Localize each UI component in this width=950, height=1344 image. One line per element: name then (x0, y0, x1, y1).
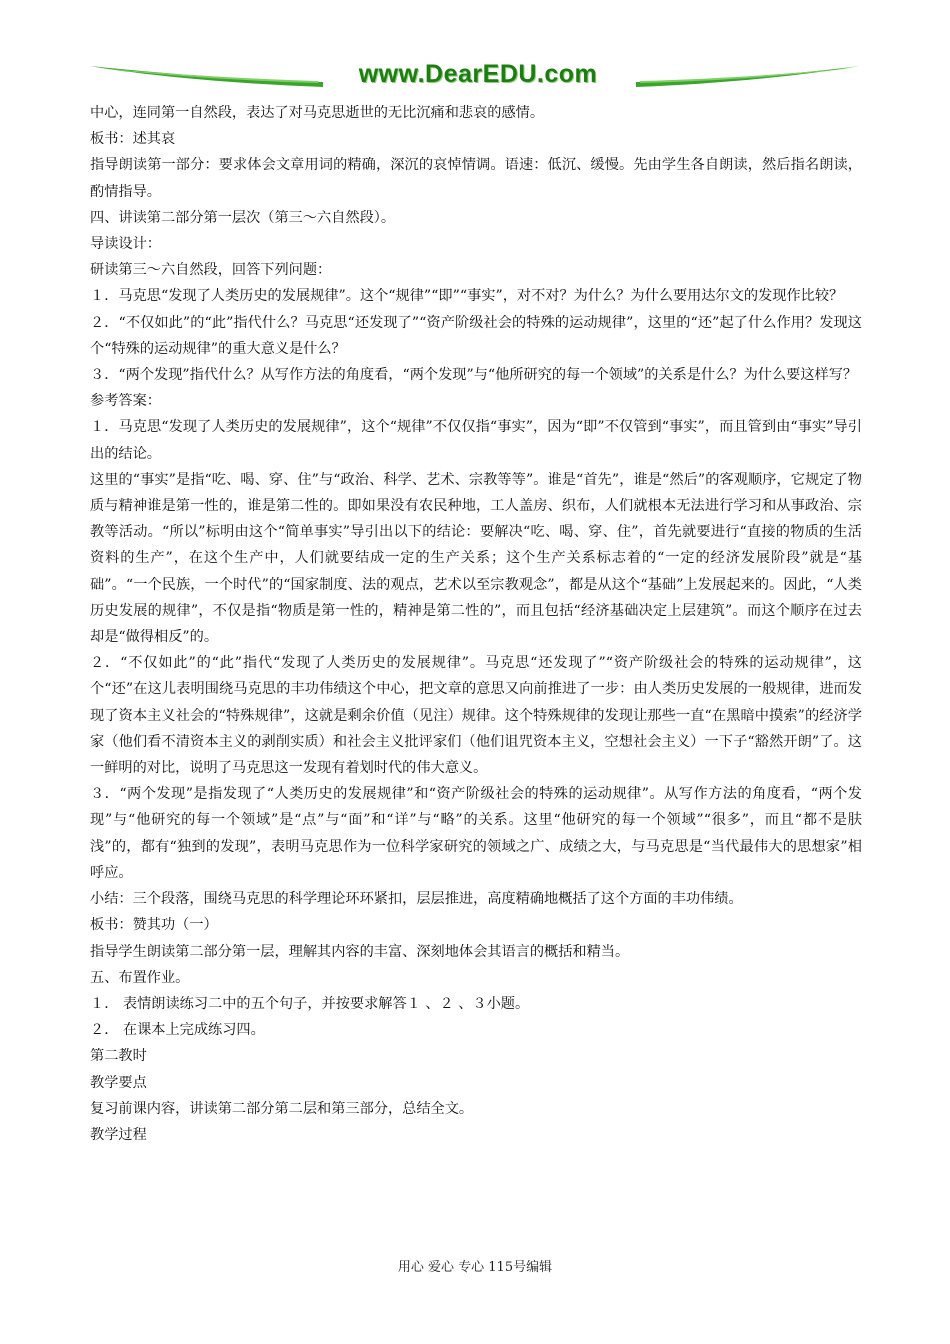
text-line: 教学要点 (90, 1074, 147, 1091)
text-line: 导读设计： (90, 236, 161, 253)
section-heading: 四、讲读第二部分第一层次（第三～六自然段）。 (90, 209, 396, 226)
text-line: 研读第三～六自然段，回答下列问题： (90, 262, 332, 279)
text-line: 板书：述其哀 (90, 131, 176, 148)
site-logo[interactable]: www.DearEDU.com (358, 60, 598, 88)
answer-item: ３．“两个发现”是指发现了“人类历史的发展规律”和“资产阶级社会的特殊的运动规律”。从写作方法的角度看，“两个发现”与“他研究的每一个领域”是“点”与“面”和“详”与“略”的关系。这里“他研究的每一个领域”“很多”，而且“都不是肤浅”的，都有“独到的发现”，表明马克思作为一位科学家研究的领域之广、成绩之大，与马克思是“当代最伟大的思想家”相呼应。 (90, 786, 862, 881)
page-footer: 用心 爱心 专心 115号编辑 (397, 1260, 553, 1275)
text-line: 板书：赞其功（一） (90, 917, 218, 934)
text-line: 复习前课内容，讲读第二部分第二层和第三部分，总结全文。 (90, 1100, 474, 1117)
text-paragraph: 指导学生朗读第二部分第一层，理解其内容的丰富、深刻地体会其语言的概括和精当。 (90, 943, 630, 960)
text-line: 中心，连同第一自然段，表达了对马克思逝世的无比沉痛和悲哀的感情。 (90, 105, 545, 121)
text-paragraph: 指导朗读第一部分：要求体会文章用词的精确，深沉的哀悼情调。语速：低沉、缓慢。先由学生各自朗读，然后指名朗读，酌情指导。 (90, 157, 862, 200)
site-header (88, 58, 863, 98)
text-line: 教学过程 (90, 1126, 147, 1143)
document-body (90, 100, 862, 1148)
question-item: ３．“两个发现”指代什么？从写作方法的角度看，“两个发现”与“他所研究的每一个领域”的关系是什么？为什么要这样写？ (90, 367, 858, 384)
section-heading: 第二教时 (90, 1048, 147, 1065)
answer-item: ２．“不仅如此”的“此”指代“发现了人类历史的发展规律”。马克思“还发现了”“资产阶级社会的特殊的运动规律”，这个“还”在这儿表明围绕马克思的丰功伟绩这个中心，把文章的意思又向前推进了一步：由人类历史发展的一般规律，进而发现了资本主义社会的“特殊规律”，这就是剩余价值（见注）规律。这个特殊规律的发现让那些一直“在黑暗中摸索”的经济学家（他们看不清资本主义的剥削实质）和社会主义批评家们（他们诅咒资本主义，空想社会主义）一下子“豁然开朗”了。这一鲜明的对比，说明了马克思这一发现有着划时代的伟大意义。 (90, 655, 862, 777)
homework-item: ２． 在课本上完成练习四。 (90, 1022, 265, 1039)
question-item: ２．“不仅如此”的“此”指代什么？马克思“还发现了”“资产阶级社会的特殊的运动规律”，这里的“还”起了什么作用？发现这个“特殊的运动规律”的重大意义是什么？ (90, 314, 862, 357)
text-line: 参考答案： (90, 393, 161, 410)
section-heading: 五、布置作业。 (90, 969, 190, 986)
text-paragraph: 这里的“事实”是指“吃、喝、穿、住”与“政治、科学、艺术、宗教等等”。谁是“首先”，谁是“然后”的客观顺序，它规定了物质与精神谁是第一性的，谁是第二性的。即如果没有农民种地，工人盖房、织布，人们就根本无法进行学习和从事政治、宗教等活动。“所以”标明由这个“简单事实”导引出以下的结论：要解决“吃、喝、穿、住”，首先就要进行“直接的物质的生活资料的生产”，在这个生产中，人们就要结成一定的生产关系；这个生产关系标志着的“一定的经济发展阶段”就是“基础”。“一个民族，一个时代”的“国家制度、法的观点，艺术以至宗教观念”，都是从这个“基础”上发展起来的。因此，“人类历史发展的规律”，不仅是指“物质是第一性的，精神是第二性的”，而且包括“经济基础决定上层建筑”。而这个顺序在过去却是“做得相反”的。 (90, 471, 862, 646)
right-swoosh-highlight (640, 68, 852, 83)
text-paragraph: 小结：三个段落，围绕马克思的科学理论环环紧扣，层层推进，高度精确地概括了这个方面的丰功伟绩。 (90, 891, 743, 908)
question-item: １．马克思“发现了人类历史的发展规律”。这个“规律”“即”“事实”，对不对？为什么？为什么要用达尔文的发现作比较？ (90, 288, 844, 305)
answer-item: １．马克思“发现了人类历史的发展规律”，这个“规律”不仅仅指“事实”，因为“即”不仅管到“事实”，而且管到由“事实”导引出的结论。 (90, 419, 862, 462)
homework-item: １． 表情朗读练习二中的五个句子，并按要求解答１ 、２ 、３小题。 (90, 995, 530, 1012)
